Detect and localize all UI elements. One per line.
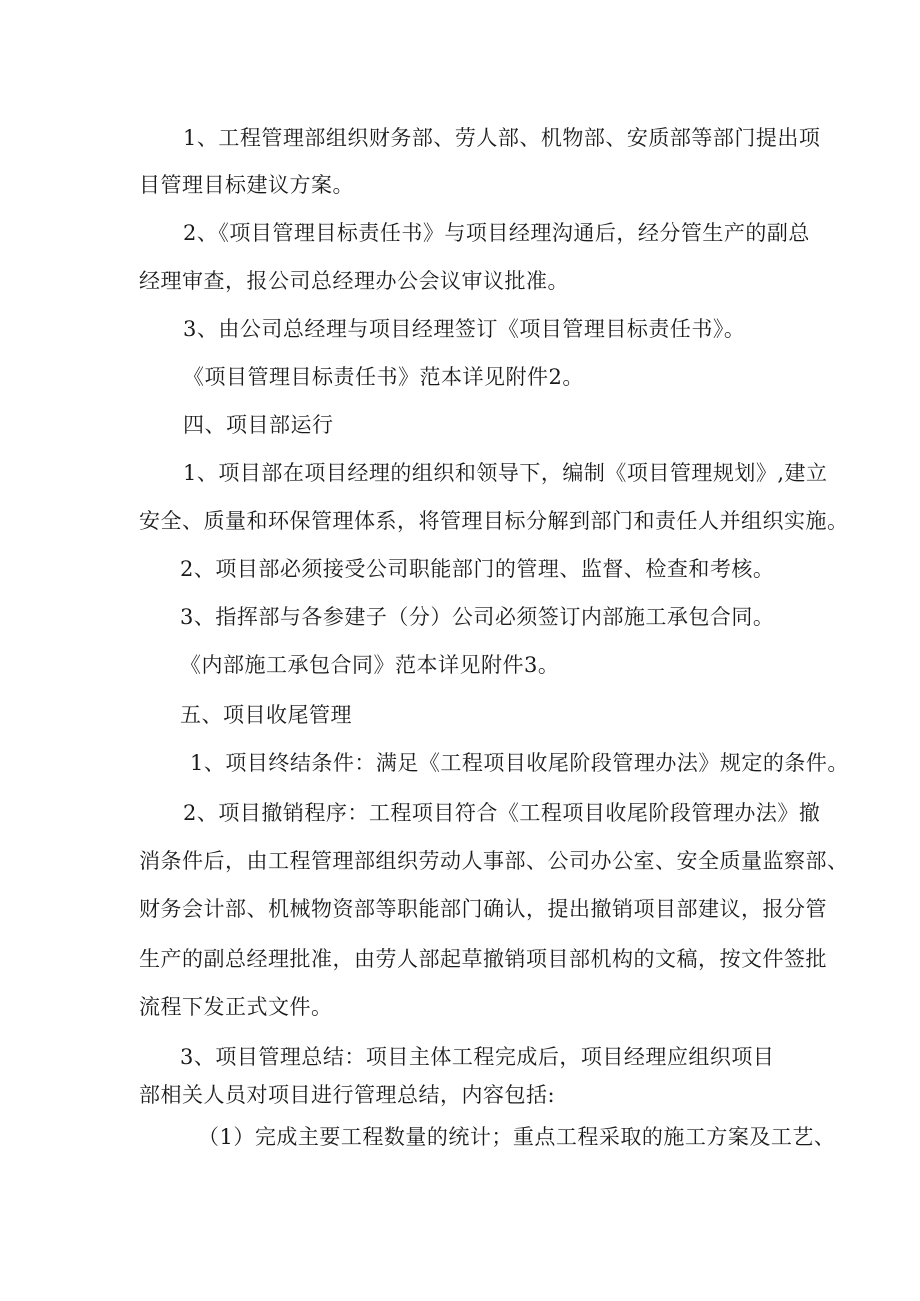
text-line: 流程下发正式文件。 — [139, 995, 333, 1019]
text-line: 经理审查，报公司总经理办公会议审议批准。 — [139, 269, 569, 293]
text-line: 消条件后，由工程管理部组织劳动人事部、公司办公室、安全质量监察部、 — [139, 849, 849, 873]
text-line: （1）完成主要工程数量的统计；重点工程采取的施工方案及工艺、 — [198, 1125, 836, 1149]
section-heading: 五、项目收尾管理 — [180, 703, 352, 727]
text-line: 2、项目部必须接受公司职能部门的管理、监督、检查和考核。 — [180, 557, 775, 581]
text-line: 2、《项目管理目标责任书》与项目经理沟通后，经分管生产的副总 — [183, 221, 810, 245]
text-line: 生产的副总经理批准，由劳人部起草撤销项目部机构的文稿，按文件签批 — [139, 947, 827, 971]
text-line: 财务会计部、机械物资部等职能部门确认，提出撤销项目部建议，报分管 — [139, 897, 827, 921]
text-line: 1、项目部在项目经理的组织和领导下，编制《项目管理规划》,建立 — [183, 461, 828, 485]
text-line: 部相关人员对项目进行管理总结，内容包括: — [139, 1083, 556, 1107]
text-line: 3、由公司总经理与项目经理签订《项目管理目标责任书》。 — [183, 317, 746, 341]
text-line: 3、项目管理总结：项目主体工程完成后，项目经理应组织项目 — [180, 1045, 775, 1069]
text-line: 1、工程管理部组织财务部、劳人部、机物部、安质部等部门提出项 — [183, 126, 821, 150]
text-line: 《项目管理目标责任书》范本详见附件2。 — [183, 365, 584, 389]
text-line: 1、项目终结条件：满足《工程项目收尾阶段管理办法》规定的条件。 — [190, 751, 849, 775]
text-line: 《内部施工承包合同》范本详见附件3。 — [180, 653, 560, 677]
text-line: 3、指挥部与各参建子（分）公司必须签订内部施工承包合同。 — [180, 605, 775, 629]
section-heading: 四、项目部运行 — [183, 413, 334, 437]
text-line: 目管理目标建议方案。 — [139, 173, 354, 197]
text-line: 2、项目撤销程序：工程项目符合《工程项目收尾阶段管理办法》撤 — [183, 801, 821, 825]
text-line: 安全、质量和环保管理体系，将管理目标分解到部门和责任人并组织实施。 — [139, 509, 849, 533]
